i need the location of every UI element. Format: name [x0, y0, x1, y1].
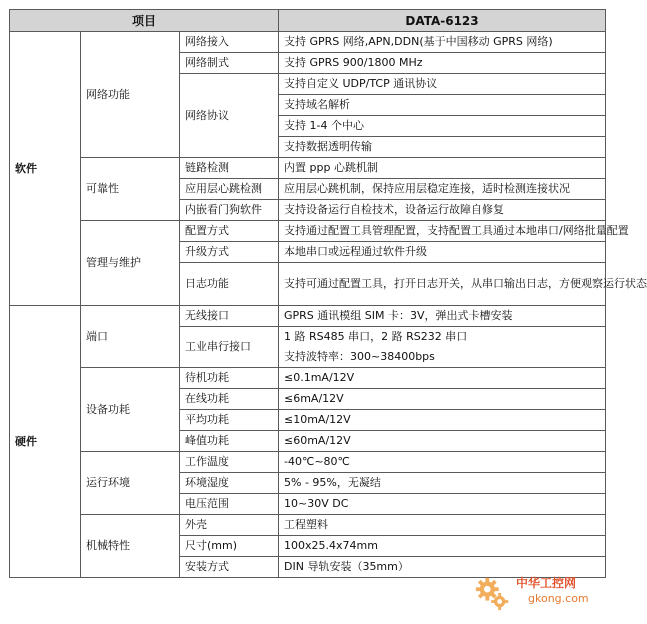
watermark — [470, 570, 610, 620]
item-name: 无线接口 — [180, 306, 279, 327]
item-name: 网络协议 — [180, 74, 279, 158]
item-value: 支持通过配置工具管理配置，支持配置工具通过本地串口/网络批量配置 — [279, 221, 606, 242]
item-name: 工业串行接口 — [180, 327, 279, 368]
table-row — [10, 452, 606, 473]
item-value: 支持设备运行自检技术，设备运行故障自修复 — [279, 200, 606, 221]
item-value: 1 路 RS485 串口，2 路 RS232 串口 — [279, 327, 606, 348]
group-name: 运行环境 — [81, 452, 180, 515]
table-row — [10, 515, 606, 536]
item-value: GPRS 通讯模组 SIM 卡：3V，弹出式卡槽安装 — [279, 306, 606, 327]
group-name: 管理与维护 — [81, 221, 180, 306]
watermark-name: 中华工控网 — [516, 576, 577, 590]
item-name: 链路检测 — [180, 158, 279, 179]
item-value: -40℃~80℃ — [279, 452, 606, 473]
table-row — [10, 158, 606, 179]
item-name: 配置方式 — [180, 221, 279, 242]
item-name: 工作温度 — [180, 452, 279, 473]
item-value: 支持 GPRS 900/1800 MHz — [279, 53, 606, 74]
watermark-url: gkong.com — [528, 592, 589, 605]
group-name: 可靠性 — [81, 158, 180, 221]
item-value: 内置 ppp 心跳机制 — [279, 158, 606, 179]
table-row — [10, 306, 606, 327]
item-name: 安装方式 — [180, 557, 279, 578]
table-row — [10, 32, 606, 53]
item-name: 电压范围 — [180, 494, 279, 515]
item-value: 10~30V DC — [279, 494, 606, 515]
item-name: 尺寸(mm) — [180, 536, 279, 557]
table-row — [10, 368, 606, 389]
item-value: 工程塑料 — [279, 515, 606, 536]
group-name: 端口 — [81, 306, 180, 368]
item-value: 支持域名解析 — [279, 95, 606, 116]
item-value: 支持自定义 UDP/TCP 通讯协议 — [279, 74, 606, 95]
item-value: ≤0.1mA/12V — [279, 368, 606, 389]
item-name: 平均功耗 — [180, 410, 279, 431]
item-value: ≤6mA/12V — [279, 389, 606, 410]
item-name: 峰值功耗 — [180, 431, 279, 452]
item-value: 支持数据透明传输 — [279, 137, 606, 158]
item-name: 网络接入 — [180, 32, 279, 53]
item-name: 在线功耗 — [180, 389, 279, 410]
item-name: 待机功耗 — [180, 368, 279, 389]
item-name: 日志功能 — [180, 263, 279, 306]
item-value: 支持 GPRS 网络,APN,DDN(基于中国移动 GPRS 网络) — [279, 32, 606, 53]
item-value: 100x25.4x74mm — [279, 536, 606, 557]
item-name: 升级方式 — [180, 242, 279, 263]
gear-icon — [474, 574, 512, 612]
item-name: 环境湿度 — [180, 473, 279, 494]
group-name: 设备功耗 — [81, 368, 180, 452]
spec-table — [9, 9, 647, 578]
group-name: 机械特性 — [81, 515, 180, 578]
item-value: 5% - 95%，无凝结 — [279, 473, 606, 494]
table-header-row — [10, 10, 606, 32]
item-value: ≤60mA/12V — [279, 431, 606, 452]
header-model: DATA-6123 — [279, 10, 606, 32]
category-hardware: 硬件 — [10, 306, 81, 578]
group-name: 网络功能 — [81, 32, 180, 158]
item-name: 网络制式 — [180, 53, 279, 74]
item-name: 内嵌看门狗软件 — [180, 200, 279, 221]
item-value: ≤10mA/12V — [279, 410, 606, 431]
item-value: 支持 1-4 个中心 — [279, 116, 606, 137]
item-value: 支持波特率：300~38400bps — [279, 347, 606, 368]
header-item: 项目 — [10, 10, 279, 32]
category-software: 软件 — [10, 32, 81, 306]
item-name: 应用层心跳检测 — [180, 179, 279, 200]
item-value: 应用层心跳机制，保持应用层稳定连接，适时检测连接状况 — [279, 179, 606, 200]
item-value: 本地串口或远程通过软件升级 — [279, 242, 606, 263]
item-value: DIN 导轨安装（35mm） — [279, 557, 606, 578]
item-name: 外壳 — [180, 515, 279, 536]
item-value: 支持可通过配置工具，打开日志开关，从串口输出日志，方便观察运行状态 — [279, 263, 606, 306]
